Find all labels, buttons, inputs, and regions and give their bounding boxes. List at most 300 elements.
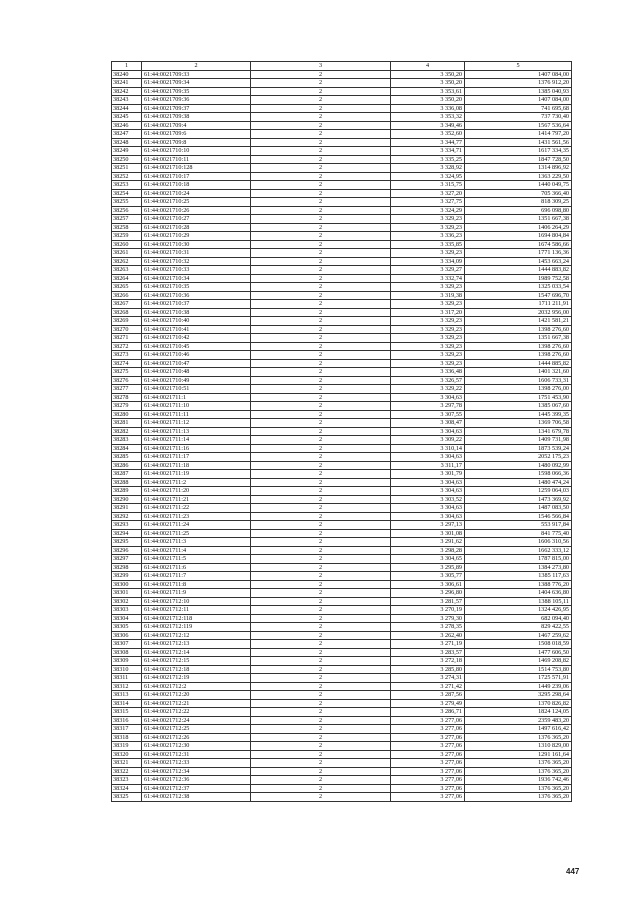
table-row xyxy=(112,215,572,224)
specific-value-cell: 3 311,17 xyxy=(391,461,465,470)
cadastral-number-cell: 61:44:0021710:33 xyxy=(142,266,251,275)
group-code-cell: 2 xyxy=(251,427,391,436)
cadastral-number-cell: 61:44:0021709:4 xyxy=(142,121,251,130)
group-code-cell: 2 xyxy=(251,121,391,130)
cadastral-number-cell: 61:44:0021709:6 xyxy=(142,130,251,139)
specific-value-cell: 3 329,22 xyxy=(391,385,465,394)
cadastral-value-cell: 741 695,68 xyxy=(465,104,572,113)
specific-value-cell: 3 335,25 xyxy=(391,155,465,164)
cadastral-value-cell: 1445 399,35 xyxy=(465,410,572,419)
group-code-cell: 2 xyxy=(251,572,391,581)
table-row xyxy=(112,308,572,317)
row-number-cell: 38272 xyxy=(112,342,142,351)
group-code-cell: 2 xyxy=(251,733,391,742)
table-row xyxy=(112,393,572,402)
row-number-cell: 38240 xyxy=(112,70,142,79)
row-number-cell: 38314 xyxy=(112,699,142,708)
row-number-cell: 38256 xyxy=(112,206,142,215)
specific-value-cell: 3 291,62 xyxy=(391,538,465,547)
cadastral-number-cell: 61:44:0021710:11 xyxy=(142,155,251,164)
row-number-cell: 38280 xyxy=(112,410,142,419)
table-row xyxy=(112,223,572,232)
row-number-cell: 38291 xyxy=(112,504,142,513)
row-number-cell: 38292 xyxy=(112,512,142,521)
row-number-cell: 38304 xyxy=(112,614,142,623)
specific-value-cell: 3 262,40 xyxy=(391,631,465,640)
group-code-cell: 2 xyxy=(251,410,391,419)
specific-value-cell: 3 277,06 xyxy=(391,767,465,776)
cadastral-value-cell: 1341 679,78 xyxy=(465,427,572,436)
row-number-cell: 38245 xyxy=(112,113,142,122)
cadastral-value-cell: 1694 804,84 xyxy=(465,232,572,241)
cadastral-value-cell: 1473 369,92 xyxy=(465,495,572,504)
table-row xyxy=(112,631,572,640)
cadastral-number-cell: 61:44:0021712:12 xyxy=(142,631,251,640)
group-code-cell: 2 xyxy=(251,334,391,343)
specific-value-cell: 3 277,06 xyxy=(391,750,465,759)
group-code-cell: 2 xyxy=(251,308,391,317)
cadastral-number-cell: 61:44:0021712:30 xyxy=(142,742,251,751)
specific-value-cell: 3 271,19 xyxy=(391,640,465,649)
row-number-cell: 38241 xyxy=(112,79,142,88)
row-number-cell: 38300 xyxy=(112,580,142,589)
table-row xyxy=(112,257,572,266)
table-row xyxy=(112,419,572,428)
table-row xyxy=(112,376,572,385)
cadastral-value-cell: 1325 033,54 xyxy=(465,283,572,292)
cadastral-number-cell: 61:44:0021711:20 xyxy=(142,487,251,496)
cadastral-value-cell: 1453 663,24 xyxy=(465,257,572,266)
group-code-cell: 2 xyxy=(251,164,391,173)
row-number-cell: 38296 xyxy=(112,546,142,555)
cadastral-value-cell: 841 775,40 xyxy=(465,529,572,538)
cadastral-value-cell: 1414 797,20 xyxy=(465,130,572,139)
specific-value-cell: 3 315,75 xyxy=(391,181,465,190)
table-row xyxy=(112,776,572,785)
table-row xyxy=(112,487,572,496)
row-number-cell: 38317 xyxy=(112,725,142,734)
cadastral-value-cell: 1480 474,24 xyxy=(465,478,572,487)
row-number-cell: 38312 xyxy=(112,682,142,691)
page-number: 447 xyxy=(566,867,580,876)
table-row xyxy=(112,716,572,725)
group-code-cell: 2 xyxy=(251,674,391,683)
group-code-cell: 2 xyxy=(251,725,391,734)
cadastral-number-cell: 61:44:0021711:2 xyxy=(142,478,251,487)
cadastral-number-cell: 61:44:0021711:17 xyxy=(142,453,251,462)
cadastral-number-cell: 61:44:0021711:12 xyxy=(142,419,251,428)
table-row xyxy=(112,784,572,793)
table-row xyxy=(112,793,572,802)
specific-value-cell: 3 336,23 xyxy=(391,232,465,241)
table-row xyxy=(112,521,572,530)
specific-value-cell: 3 352,60 xyxy=(391,130,465,139)
cadastral-value-cell: 1376 365,20 xyxy=(465,784,572,793)
group-code-cell: 2 xyxy=(251,359,391,368)
group-code-cell: 2 xyxy=(251,546,391,555)
specific-value-cell: 3 304,63 xyxy=(391,487,465,496)
specific-value-cell: 3 349,46 xyxy=(391,121,465,130)
specific-value-cell: 3 304,65 xyxy=(391,555,465,564)
row-number-cell: 38274 xyxy=(112,359,142,368)
cadastral-number-cell: 61:44:0021710:42 xyxy=(142,334,251,343)
specific-value-cell: 3 326,57 xyxy=(391,376,465,385)
specific-value-cell: 3 285,80 xyxy=(391,665,465,674)
cadastral-value-cell: 1409 731,98 xyxy=(465,436,572,445)
table-row xyxy=(112,648,572,657)
row-number-cell: 38249 xyxy=(112,147,142,156)
group-code-cell: 2 xyxy=(251,750,391,759)
specific-value-cell: 3 329,23 xyxy=(391,359,465,368)
row-number-cell: 38308 xyxy=(112,648,142,657)
specific-value-cell: 3 336,48 xyxy=(391,368,465,377)
cadastral-value-cell: 1771 136,36 xyxy=(465,249,572,258)
table-row xyxy=(112,512,572,521)
row-number-cell: 38324 xyxy=(112,784,142,793)
cadastral-value-cell: 1725 571,91 xyxy=(465,674,572,683)
row-number-cell: 38294 xyxy=(112,529,142,538)
group-code-cell: 2 xyxy=(251,113,391,122)
table-row xyxy=(112,385,572,394)
table-row xyxy=(112,138,572,147)
cadastral-number-cell: 61:44:0021711:19 xyxy=(142,470,251,479)
row-number-cell: 38247 xyxy=(112,130,142,139)
cadastral-number-cell: 61:44:0021712:26 xyxy=(142,733,251,742)
group-code-cell: 2 xyxy=(251,512,391,521)
row-number-cell: 38302 xyxy=(112,597,142,606)
row-number-cell: 38244 xyxy=(112,104,142,113)
cadastral-number-cell: 61:44:0021710:128 xyxy=(142,164,251,173)
specific-value-cell: 3 329,23 xyxy=(391,223,465,232)
specific-value-cell: 3 277,06 xyxy=(391,733,465,742)
cadastral-number-cell: 61:44:0021710:26 xyxy=(142,206,251,215)
cadastral-number-cell: 61:44:0021709:33 xyxy=(142,70,251,79)
table-row xyxy=(112,759,572,768)
group-code-cell: 2 xyxy=(251,529,391,538)
cadastral-value-cell: 1385 040,93 xyxy=(465,87,572,96)
cadastral-number-cell: 61:44:0021711:11 xyxy=(142,410,251,419)
row-number-cell: 38257 xyxy=(112,215,142,224)
row-number-cell: 38266 xyxy=(112,291,142,300)
cadastral-value-cell: 1385 067,60 xyxy=(465,402,572,411)
group-code-cell: 2 xyxy=(251,708,391,717)
table-row xyxy=(112,147,572,156)
group-code-cell: 2 xyxy=(251,478,391,487)
cadastral-value-cell: 1376 365,20 xyxy=(465,767,572,776)
row-number-cell: 38287 xyxy=(112,470,142,479)
table-row xyxy=(112,291,572,300)
cadastral-number-cell: 61:44:0021710:27 xyxy=(142,215,251,224)
table-row xyxy=(112,427,572,436)
row-number-cell: 38258 xyxy=(112,223,142,232)
cadastral-number-cell: 61:44:0021710:30 xyxy=(142,240,251,249)
cadastral-value-cell: 1384 273,80 xyxy=(465,563,572,572)
group-code-cell: 2 xyxy=(251,487,391,496)
row-number-cell: 38297 xyxy=(112,555,142,564)
specific-value-cell: 3 304,63 xyxy=(391,504,465,513)
group-code-cell: 2 xyxy=(251,215,391,224)
table-row xyxy=(112,249,572,258)
table-row xyxy=(112,606,572,615)
cadastral-value-cell: 1467 259,62 xyxy=(465,631,572,640)
group-code-cell: 2 xyxy=(251,767,391,776)
row-number-cell: 38267 xyxy=(112,300,142,309)
group-code-cell: 2 xyxy=(251,266,391,275)
table-row xyxy=(112,325,572,334)
group-code-cell: 2 xyxy=(251,232,391,241)
cadastral-value-cell: 1406 264,29 xyxy=(465,223,572,232)
cadastral-value-cell: 1291 161,64 xyxy=(465,750,572,759)
group-code-cell: 2 xyxy=(251,640,391,649)
table-row xyxy=(112,283,572,292)
specific-value-cell: 3 301,08 xyxy=(391,529,465,538)
cadastral-number-cell: 61:44:0021712:20 xyxy=(142,691,251,700)
cadastral-value-cell: 1385 117,63 xyxy=(465,572,572,581)
row-number-cell: 38259 xyxy=(112,232,142,241)
row-number-cell: 38306 xyxy=(112,631,142,640)
table-row xyxy=(112,708,572,717)
row-number-cell: 38286 xyxy=(112,461,142,470)
table-row xyxy=(112,232,572,241)
specific-value-cell: 3 306,61 xyxy=(391,580,465,589)
group-code-cell: 2 xyxy=(251,538,391,547)
specific-value-cell: 3 279,49 xyxy=(391,699,465,708)
table-row xyxy=(112,181,572,190)
cadastral-value-cell: 553 917,84 xyxy=(465,521,572,530)
table-row xyxy=(112,104,572,113)
cadastral-number-cell: 61:44:0021711:25 xyxy=(142,529,251,538)
cadastral-number-cell: 61:44:0021711:4 xyxy=(142,546,251,555)
table-row xyxy=(112,478,572,487)
group-code-cell: 2 xyxy=(251,597,391,606)
specific-value-cell: 3 329,23 xyxy=(391,300,465,309)
row-number-cell: 38281 xyxy=(112,419,142,428)
specific-value-cell: 3 271,42 xyxy=(391,682,465,691)
row-number-cell: 38246 xyxy=(112,121,142,130)
table-row xyxy=(112,699,572,708)
cadastral-number-cell: 61:44:0021711:6 xyxy=(142,563,251,572)
group-code-cell: 2 xyxy=(251,385,391,394)
table-row xyxy=(112,189,572,198)
group-code-cell: 2 xyxy=(251,623,391,632)
group-code-cell: 2 xyxy=(251,776,391,785)
cadastral-number-cell: 61:44:0021712:15 xyxy=(142,657,251,666)
specific-value-cell: 3 308,47 xyxy=(391,419,465,428)
cadastral-number-cell: 61:44:0021710:45 xyxy=(142,342,251,351)
specific-value-cell: 3 277,06 xyxy=(391,759,465,768)
specific-value-cell: 3 304,63 xyxy=(391,453,465,462)
table-row xyxy=(112,87,572,96)
group-code-cell: 2 xyxy=(251,784,391,793)
group-code-cell: 2 xyxy=(251,223,391,232)
specific-value-cell: 3 305,77 xyxy=(391,572,465,581)
cadastral-number-cell: 61:44:0021712:18 xyxy=(142,665,251,674)
row-number-cell: 38315 xyxy=(112,708,142,717)
cadastral-value-cell: 1497 616,42 xyxy=(465,725,572,734)
cadastral-number-cell: 61:44:0021710:34 xyxy=(142,274,251,283)
specific-value-cell: 3 324,29 xyxy=(391,206,465,215)
cadastral-number-cell: 61:44:0021710:36 xyxy=(142,291,251,300)
cadastral-number-cell: 61:44:0021710:32 xyxy=(142,257,251,266)
cadastral-value-cell: 2032 956,00 xyxy=(465,308,572,317)
row-number-cell: 38298 xyxy=(112,563,142,572)
cadastral-value-cell: 1324 426,95 xyxy=(465,606,572,615)
specific-value-cell: 3 334,09 xyxy=(391,257,465,266)
group-code-cell: 2 xyxy=(251,614,391,623)
specific-value-cell: 3 304,63 xyxy=(391,393,465,402)
cadastral-number-cell: 61:44:0021712:37 xyxy=(142,784,251,793)
cadastral-value-cell: 1487 083,50 xyxy=(465,504,572,513)
specific-value-cell: 3 304,63 xyxy=(391,478,465,487)
table-row xyxy=(112,410,572,419)
cadastral-value-cell: 2052 175,23 xyxy=(465,453,572,462)
cadastral-number-cell: 61:44:0021712:11 xyxy=(142,606,251,615)
table-row xyxy=(112,665,572,674)
cadastral-number-cell: 61:44:0021710:41 xyxy=(142,325,251,334)
cadastral-number-cell: 61:44:0021712:21 xyxy=(142,699,251,708)
group-code-cell: 2 xyxy=(251,419,391,428)
cadastral-number-cell: 61:44:0021711:16 xyxy=(142,444,251,453)
table-row xyxy=(112,172,572,181)
row-number-cell: 38268 xyxy=(112,308,142,317)
specific-value-cell: 3 277,06 xyxy=(391,776,465,785)
cadastral-value-cell: 1449 239,06 xyxy=(465,682,572,691)
cadastral-value-cell: 1606 733,31 xyxy=(465,376,572,385)
cadastral-number-cell: 61:44:0021710:46 xyxy=(142,351,251,360)
row-number-cell: 38243 xyxy=(112,96,142,105)
group-code-cell: 2 xyxy=(251,155,391,164)
cadastral-number-cell: 61:44:0021710:28 xyxy=(142,223,251,232)
specific-value-cell: 3 310,14 xyxy=(391,444,465,453)
row-number-cell: 38260 xyxy=(112,240,142,249)
row-number-cell: 38250 xyxy=(112,155,142,164)
group-code-cell: 2 xyxy=(251,130,391,139)
specific-value-cell: 3 303,52 xyxy=(391,495,465,504)
table-row xyxy=(112,70,572,79)
specific-value-cell: 3 307,55 xyxy=(391,410,465,419)
row-number-cell: 38283 xyxy=(112,436,142,445)
specific-value-cell: 3 329,23 xyxy=(391,334,465,343)
cadastral-number-cell: 61:44:0021710:48 xyxy=(142,368,251,377)
table-row xyxy=(112,96,572,105)
table-row xyxy=(112,444,572,453)
specific-value-cell: 3 319,38 xyxy=(391,291,465,300)
cadastral-value-cell: 1936 742,46 xyxy=(465,776,572,785)
specific-value-cell: 3 297,13 xyxy=(391,521,465,530)
row-number-cell: 38307 xyxy=(112,640,142,649)
cadastral-number-cell: 61:44:0021711:7 xyxy=(142,572,251,581)
table-row xyxy=(112,623,572,632)
table-row xyxy=(112,555,572,564)
specific-value-cell: 3 329,23 xyxy=(391,215,465,224)
cadastral-number-cell: 61:44:0021709:37 xyxy=(142,104,251,113)
cadastral-number-cell: 61:44:0021712:118 xyxy=(142,614,251,623)
cadastral-number-cell: 61:44:0021709:35 xyxy=(142,87,251,96)
row-number-cell: 38320 xyxy=(112,750,142,759)
group-code-cell: 2 xyxy=(251,657,391,666)
group-code-cell: 2 xyxy=(251,172,391,181)
cadastral-number-cell: 61:44:0021712:13 xyxy=(142,640,251,649)
cadastral-value-cell: 1617 334,35 xyxy=(465,147,572,156)
specific-value-cell: 3 286,71 xyxy=(391,708,465,717)
cadastral-value-cell: 1480 092,99 xyxy=(465,461,572,470)
specific-value-cell: 3 278,35 xyxy=(391,623,465,632)
cadastral-number-cell: 61:44:0021711:3 xyxy=(142,538,251,547)
cadastral-value-cell: 1376 912,20 xyxy=(465,79,572,88)
row-number-cell: 38303 xyxy=(112,606,142,615)
row-number-cell: 38262 xyxy=(112,257,142,266)
group-code-cell: 2 xyxy=(251,181,391,190)
row-number-cell: 38293 xyxy=(112,521,142,530)
cadastral-value-cell: 1674 586,66 xyxy=(465,240,572,249)
group-code-cell: 2 xyxy=(251,198,391,207)
group-code-cell: 2 xyxy=(251,589,391,598)
cadastral-value-cell: 1351 667,38 xyxy=(465,215,572,224)
group-code-cell: 2 xyxy=(251,138,391,147)
cadastral-value-cell: 1398 276,60 xyxy=(465,325,572,334)
specific-value-cell: 3 279,30 xyxy=(391,614,465,623)
cadastral-value-cell: 1314 896,92 xyxy=(465,164,572,173)
specific-value-cell: 3 283,57 xyxy=(391,648,465,657)
column-header-3: 3 xyxy=(251,62,391,71)
table-row xyxy=(112,317,572,326)
specific-value-cell: 3 329,23 xyxy=(391,317,465,326)
cadastral-number-cell: 61:44:0021712:19 xyxy=(142,674,251,683)
specific-value-cell: 3 350,20 xyxy=(391,70,465,79)
cadastral-number-cell: 61:44:0021710:37 xyxy=(142,300,251,309)
cadastral-number-cell: 61:44:0021709:36 xyxy=(142,96,251,105)
cadastral-number-cell: 61:44:0021711:5 xyxy=(142,555,251,564)
table-row xyxy=(112,453,572,462)
table-row xyxy=(112,198,572,207)
table-row xyxy=(112,691,572,700)
cadastral-value-cell: 818 309,25 xyxy=(465,198,572,207)
cadastral-value-cell: 1421 581,21 xyxy=(465,317,572,326)
cadastral-number-cell: 61:44:0021712:38 xyxy=(142,793,251,802)
cadastral-value-cell: 1567 536,64 xyxy=(465,121,572,130)
row-number-cell: 38264 xyxy=(112,274,142,283)
cadastral-value-cell: 1363 229,50 xyxy=(465,172,572,181)
table-row xyxy=(112,580,572,589)
group-code-cell: 2 xyxy=(251,79,391,88)
row-number-cell: 38277 xyxy=(112,385,142,394)
cadastral-value-cell: 1431 561,56 xyxy=(465,138,572,147)
group-code-cell: 2 xyxy=(251,87,391,96)
cadastral-value-cell: 1440 049,75 xyxy=(465,181,572,190)
cadastral-value-cell: 1508 018,59 xyxy=(465,640,572,649)
cadastral-number-cell: 61:44:0021712:2 xyxy=(142,682,251,691)
cadastral-value-cell: 1388 105,11 xyxy=(465,597,572,606)
cadastral-value-cell: 1469 208,82 xyxy=(465,657,572,666)
row-number-cell: 38253 xyxy=(112,181,142,190)
table-row xyxy=(112,436,572,445)
specific-value-cell: 3 329,23 xyxy=(391,342,465,351)
cadastral-number-cell: 61:44:0021710:49 xyxy=(142,376,251,385)
table-row xyxy=(112,266,572,275)
cadastral-value-cell: 696 098,80 xyxy=(465,206,572,215)
cadastral-value-cell: 737 730,40 xyxy=(465,113,572,122)
header-row xyxy=(112,62,572,71)
specific-value-cell: 3 329,23 xyxy=(391,249,465,258)
cadastral-value-cell: 1546 566,84 xyxy=(465,512,572,521)
row-number-cell: 38295 xyxy=(112,538,142,547)
specific-value-cell: 3 350,20 xyxy=(391,96,465,105)
cadastral-value-cell: 1259 064,03 xyxy=(465,487,572,496)
group-code-cell: 2 xyxy=(251,70,391,79)
row-number-cell: 38284 xyxy=(112,444,142,453)
cadastral-number-cell: 61:44:0021711:22 xyxy=(142,504,251,513)
group-code-cell: 2 xyxy=(251,402,391,411)
